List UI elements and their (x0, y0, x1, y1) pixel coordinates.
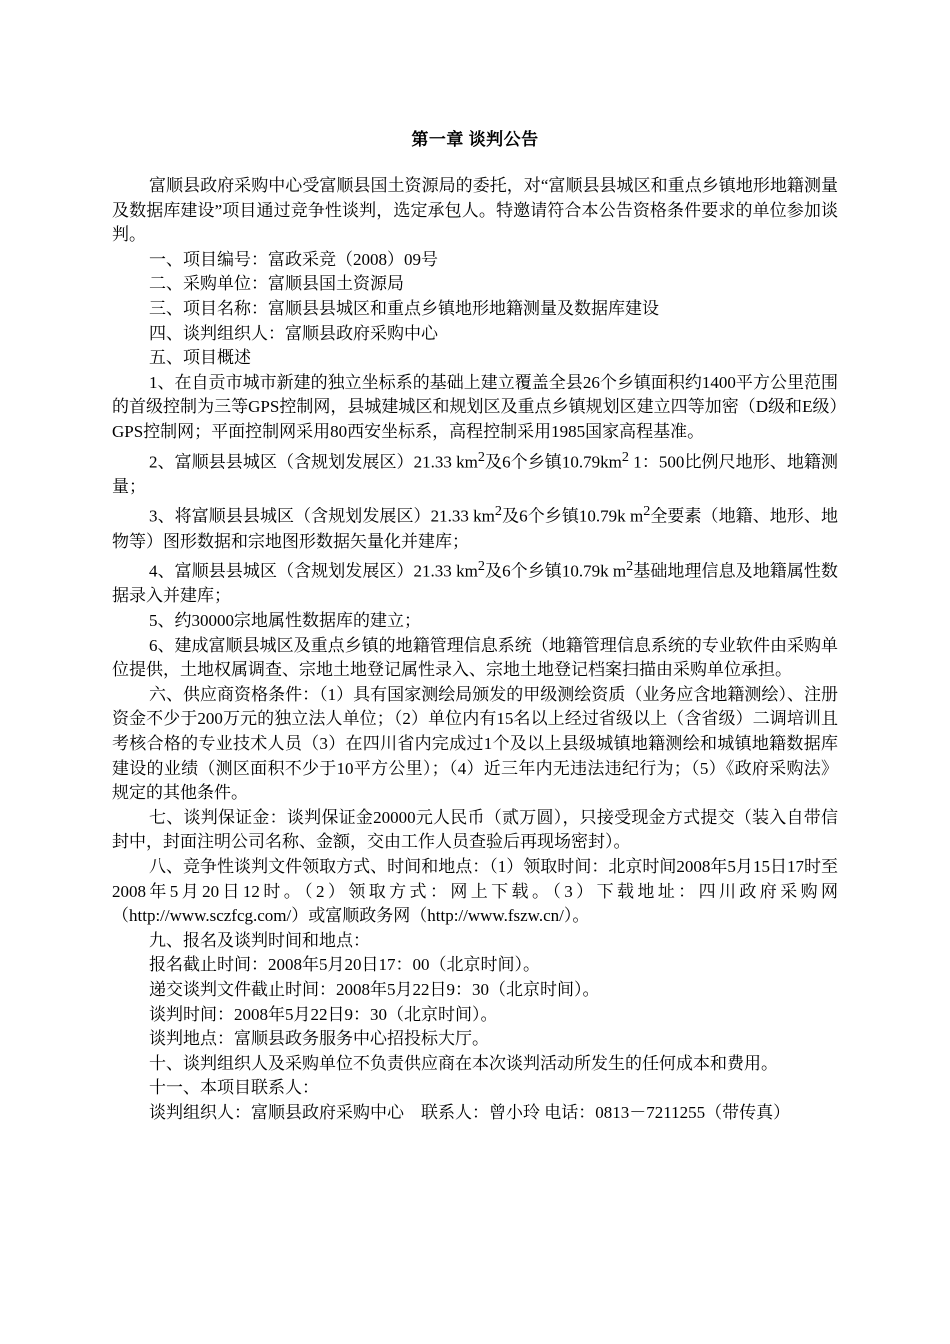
negotiation-location: 谈判地点：富顺县政务服务中心招投标大厅。 (149, 1029, 489, 1049)
registration-deadline: 报名截止时间：2008年5月20日17：00（北京时间）。 (149, 955, 540, 975)
negotiation-organizer: 四、谈判组织人：富顺县政府采购中心 (149, 323, 438, 343)
submission-deadline: 递交谈判文件截止时间：2008年5月22日9：30（北京时间）。 (149, 979, 600, 999)
overview-item-2: 2、富顺县县城区（含规划发展区）21.33 $km^2$及6个乡镇$10.79km^2$ 1：500比例尺地形、地籍测量； (112, 448, 839, 496)
overview-item-4: 4、富顺县县城区（含规划发展区）21.33 $km^2$及6个乡镇10.79k $m^2$基础地理信息及地籍属性数据录入并建库； (112, 558, 838, 606)
intro-paragraph: 富顺县政府采购中心受富顺县国土资源局的委托，对“富顺县县城区和重点乡镇地形地籍测量及数据库建设”项目通过竞争性谈判，选定承包人。特邀请符合本公告资格条件要求的单位参加谈判。 (112, 176, 838, 245)
negotiation-deposit: 七、谈判保证金：谈判保证金20000元人民币（贰万圆），只接受现金方式提交（装入自带信封中，封面注明公司名称、金额，交由工作人员查验后再现场密封）。 (112, 807, 838, 852)
negotiation-time: 谈判时间：2008年5月22日9：30（北京时间）。 (149, 1004, 498, 1024)
contact-info: 谈判组织人：富顺县政府采购中心 联系人：曾小玲 电话：0813－7211255（带传真） (149, 1102, 791, 1122)
overview-item-3: 3、将富顺县县城区（含规划发展区）21.33 $km^2$及6个乡镇10.79k $m^2$全要素（地籍、地形、地物等）图形数据和宗地图形数据矢量化并建库； (112, 503, 838, 551)
project-name: 三、项目名称：富顺县县城区和重点乡镇地形地籍测量及数据库建设 (149, 298, 659, 318)
purchasing-unit: 二、采购单位：富顺县国土资源局 (149, 274, 404, 294)
document-page (112, 128, 838, 1126)
contacts-heading: 十一、本项目联系人： (149, 1078, 319, 1098)
registration-heading: 九、报名及谈判时间和地点： (149, 930, 370, 950)
overview-item-5: 5、约30000宗地属性数据库的建立； (149, 611, 421, 631)
overview-item-6: 6、建成富顺县城区及重点乡镇的地籍管理信息系统（地籍管理信息系统的专业软件由采购单位提供，土地权属调查、宗地土地登记属性录入、宗地土地登记档案扫描由采购单位承担。 (112, 635, 838, 680)
project-number: 一、项目编号：富政采竞（2008）09号 (149, 249, 438, 269)
overview-item-1: 1、在自贡市城市新建的独立坐标系的基础上建立覆盖全县26个乡镇面积约1400平方公里范围的首级控制为三等GPS控制网，县城建城区和规划区及重点乡镇规划区建立四等加密（D级和E级）GPS控制网；平面控制网采用80西安坐标系，高程控制采用1985国家高程基准。 (112, 372, 838, 441)
cost-disclaimer: 十、谈判组织人及采购单位不负责供应商在本次谈判活动所发生的任何成本和费用。 (149, 1053, 778, 1073)
project-overview-heading: 五、项目概述 (149, 348, 251, 368)
supplier-qualifications: 六、供应商资格条件：（1）具有国家测绘局颁发的甲级测绘资质（业务应含地籍测绘）、注册资金不少于200万元的独立法人单位；（2）单位内有15名以上经过省级以上（含省级）二调培训且考核合格的专业技术人员（3）在四川省内完成过1个及以上县级城镇地籍测绘和城镇地籍数据库建设的业绩（测区面积不少于10平方公里）；（4）近三年内无违法违纪行为；（5）《政府采购法》规定的其他条件。 (112, 684, 838, 803)
document-acquisition: 八、竞争性谈判文件领取方式、时间和地点：（1）领取时间：北京时间2008年5月15日17时至2008年5月20日12时。（2）领取方式：网上下载。（3）下载地址：四川政府采购网（http://www.sczfcg.com/）或富顺政务网（http://www.fszw.cn/）。 (112, 857, 838, 926)
chapter-title: 第一章 谈判公告 (411, 130, 539, 149)
